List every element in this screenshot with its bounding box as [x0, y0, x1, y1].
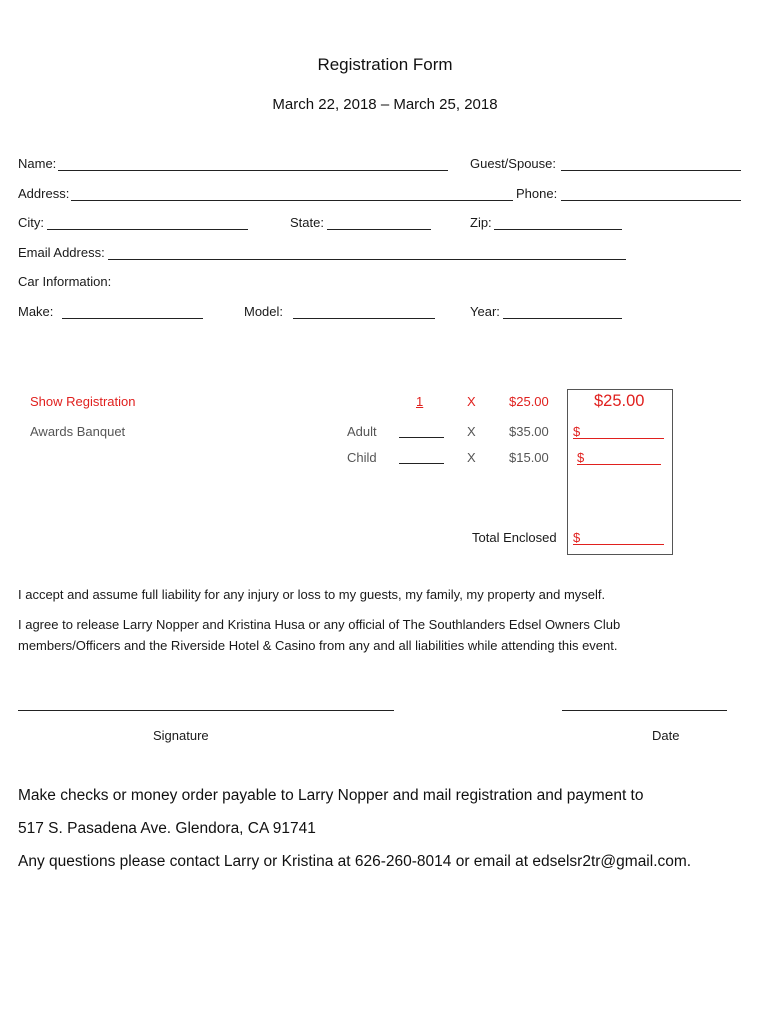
date-field[interactable] — [562, 710, 727, 711]
show-registration-times: X — [467, 394, 476, 409]
show-registration-label: Show Registration — [30, 394, 136, 409]
liability-statement-2: I agree to release Larry Nopper and Kristina Husa or any official of The Southlanders Edsel Owners Club — [18, 617, 621, 632]
year-field[interactable] — [503, 318, 622, 319]
zip-field[interactable] — [494, 229, 622, 230]
adult-times: X — [467, 424, 476, 439]
child-label: Child — [347, 450, 377, 465]
name-field[interactable] — [58, 170, 448, 171]
total-enclosed-field[interactable] — [573, 544, 664, 545]
email-label: Email Address: — [18, 245, 105, 260]
adult-qty-field[interactable] — [399, 437, 444, 438]
signature-field[interactable] — [18, 710, 394, 711]
date-label: Date — [652, 728, 680, 743]
address-label: Address: — [18, 186, 70, 201]
show-registration-qty[interactable]: 1 — [416, 394, 424, 409]
signature-label: Signature — [153, 728, 209, 743]
address-field[interactable] — [71, 200, 513, 201]
child-total-dollar: $ — [577, 450, 585, 465]
form-title: Registration Form — [317, 55, 453, 74]
adult-label: Adult — [347, 424, 377, 439]
liability-statement-3: members/Officers and the Riverside Hotel & Casino from any and all liabilities while attending this event. — [18, 638, 618, 653]
event-dates: March 22, 2018 – March 25, 2018 — [272, 96, 498, 113]
contact-info: Any questions please contact Larry or Kristina at 626-260-8014 or email at edselsr2tr@gmail.com. — [18, 853, 692, 870]
adult-total-field[interactable] — [573, 438, 664, 439]
state-field[interactable] — [327, 229, 431, 230]
phone-field[interactable] — [561, 200, 741, 201]
state-label: State: — [290, 215, 324, 230]
phone-label: Phone: — [516, 186, 558, 201]
name-label: Name: — [18, 156, 57, 171]
payment-instructions: Make checks or money order payable to Larry Nopper and mail registration and payment to — [18, 787, 644, 804]
zip-label: Zip: — [470, 215, 492, 230]
make-field[interactable] — [62, 318, 203, 319]
child-price: $15.00 — [509, 450, 549, 465]
show-registration-total: $25.00 — [594, 392, 645, 410]
mailing-address: 517 S. Pasadena Ave. Glendora, CA 91741 — [18, 820, 316, 837]
model-field[interactable] — [293, 318, 435, 319]
totals-box — [567, 389, 673, 555]
child-times: X — [467, 450, 476, 465]
total-enclosed-label: Total Enclosed — [472, 530, 557, 545]
guest-field[interactable] — [561, 170, 741, 171]
show-registration-price: $25.00 — [509, 394, 549, 409]
total-enclosed-dollar: $ — [573, 530, 581, 545]
city-field[interactable] — [47, 229, 248, 230]
car-info-heading: Car Information: — [18, 274, 112, 289]
adult-price: $35.00 — [509, 424, 549, 439]
awards-banquet-label: Awards Banquet — [30, 424, 126, 439]
child-qty-field[interactable] — [399, 463, 444, 464]
child-total-field[interactable] — [577, 464, 661, 465]
make-label: Make: — [18, 304, 54, 319]
liability-statement-1: I accept and assume full liability for any injury or loss to my guests, my family, my property and myself. — [18, 587, 606, 602]
city-label: City: — [18, 215, 44, 230]
year-label: Year: — [470, 304, 500, 319]
model-label: Model: — [244, 304, 284, 319]
adult-total-dollar: $ — [573, 424, 581, 439]
email-field[interactable] — [108, 259, 626, 260]
guest-label: Guest/Spouse: — [470, 156, 556, 171]
